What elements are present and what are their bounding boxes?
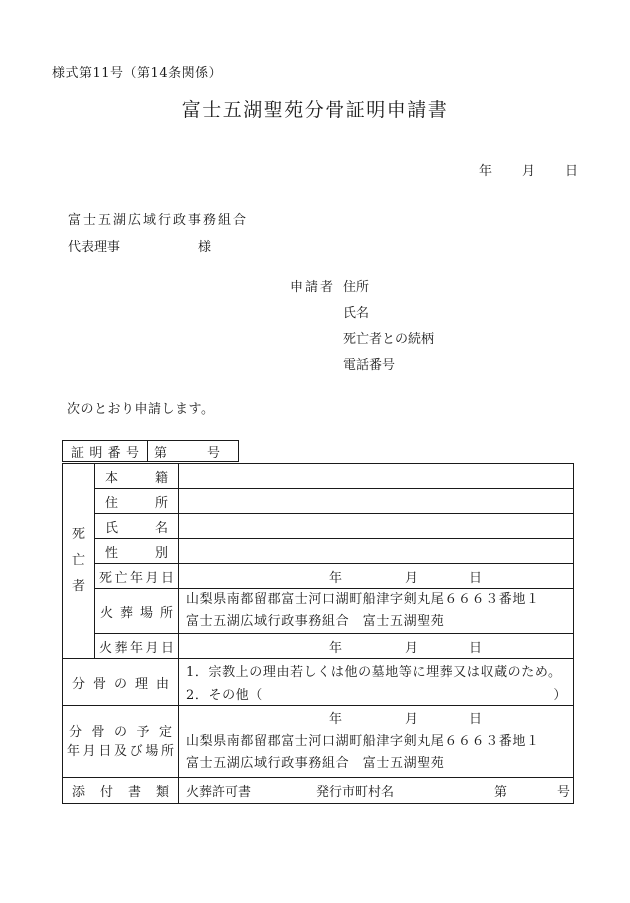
domicile-blank-cell — [179, 464, 574, 489]
date-month-label: 月 — [521, 164, 535, 179]
application-statement: 次のとおり申請します。 — [67, 402, 215, 417]
attachments-label: 添付書類 — [63, 778, 179, 804]
date-day-label: 日 — [564, 164, 578, 179]
form-number: 様式第11号（第14条関係） — [52, 66, 223, 81]
cremation-place-cell — [179, 589, 574, 634]
death-date-label: 死亡年月日 — [95, 564, 179, 589]
applicant-block — [290, 275, 434, 379]
table-row — [63, 564, 574, 589]
cremation-date-label: 火葬年月日 — [95, 634, 179, 659]
table-row — [63, 778, 574, 804]
page-title: 富士五湖聖苑分骨証明申請書 — [181, 99, 449, 121]
table-row — [63, 706, 574, 778]
addressee-honorific: 様 — [198, 240, 212, 255]
addressee-role-line — [68, 236, 211, 255]
address-blank-cell — [179, 489, 574, 514]
applicant-field-relationship: 死亡者との続柄 — [343, 332, 435, 347]
date-year-label: 年 — [329, 640, 343, 656]
table-row — [63, 489, 574, 514]
name-blank-cell — [179, 514, 574, 539]
certificate-number-row — [63, 441, 239, 462]
addressee-organization: 富士五湖広域行政事務組合 — [68, 213, 249, 228]
table-row — [63, 464, 574, 489]
application-main-table — [62, 463, 574, 804]
date-day-label: 日 — [469, 711, 483, 727]
certificate-number-value-cell — [148, 441, 239, 462]
applicant-fields — [343, 275, 434, 379]
table-row — [63, 589, 574, 634]
date-month-label: 月 — [405, 640, 419, 656]
division-schedule-label-line2: 年月日及び場所 — [67, 744, 174, 759]
table-row — [63, 634, 574, 659]
sex-blank-cell — [179, 539, 574, 564]
division-reason-option2 — [179, 684, 573, 703]
table-row — [63, 659, 574, 706]
applicant-label: 申請者 — [290, 280, 336, 295]
division-reason-label: 分骨の理由 — [63, 659, 179, 706]
division-schedule-label — [63, 706, 179, 778]
attachment-cremation-permit: 火葬許可書 — [186, 785, 252, 800]
date-month-label: 月 — [405, 570, 419, 586]
date-day-label: 日 — [469, 570, 483, 586]
division-reason-option2-text: 2．その他（ — [186, 687, 263, 703]
attachment-number-prefix: 第 — [494, 785, 508, 800]
table-row — [63, 514, 574, 539]
attachments-cell — [179, 778, 574, 804]
death-date-cell — [179, 564, 574, 589]
certificate-number-table — [62, 440, 239, 462]
division-reason-option2-close-paren: ） — [553, 687, 567, 703]
division-schedule-address: 山梨県南都留郡富士河口湖町船津字剣丸尾６６６３番地１ — [186, 733, 540, 749]
cremation-date-cell — [179, 634, 574, 659]
applicant-field-address: 住所 — [343, 280, 370, 295]
certificate-number-suffix: 号 — [206, 445, 220, 461]
date-day-label: 日 — [469, 640, 483, 656]
date-year-label: 年 — [478, 164, 492, 179]
submission-date-line — [479, 160, 578, 179]
division-schedule-facility: 富士五湖広域行政事務組合 富士五湖聖苑 — [186, 755, 445, 771]
name-label: 氏名 — [95, 514, 179, 539]
applicant-field-phone: 電話番号 — [343, 358, 396, 373]
address-label: 住所 — [95, 489, 179, 514]
date-year-label: 年 — [329, 711, 343, 727]
applicant-field-name: 氏名 — [343, 306, 370, 321]
table-row — [63, 539, 574, 564]
attachment-number-suffix: 号 — [557, 785, 571, 800]
certificate-number-label: 証明番号 — [63, 441, 148, 462]
division-reason-option1: 1．宗教上の理由若しくは他の墓地等に埋葬又は収蔵のため。 — [186, 664, 562, 680]
division-schedule-cell — [179, 706, 574, 778]
date-month-label: 月 — [405, 711, 419, 727]
division-reason-cell — [179, 659, 574, 706]
date-year-label: 年 — [329, 570, 343, 586]
deceased-group-label: 死 亡 者 — [63, 464, 95, 659]
cremation-place-facility: 富士五湖広域行政事務組合 富士五湖聖苑 — [186, 614, 445, 629]
division-schedule-label-line1: 分骨の予定 — [69, 725, 172, 740]
cremation-place-address: 山梨県南都留郡富士河口湖町船津字剣丸尾６６６３番地１ — [186, 592, 540, 607]
sex-label: 性別 — [95, 539, 179, 564]
attachment-issuing-municipality: 発行市町村名 — [316, 785, 395, 800]
cremation-place-label: 火葬場所 — [95, 589, 179, 634]
addressee-role: 代表理事 — [68, 240, 121, 255]
certificate-number-prefix: 第 — [154, 445, 168, 461]
domicile-label: 本籍 — [95, 464, 179, 489]
